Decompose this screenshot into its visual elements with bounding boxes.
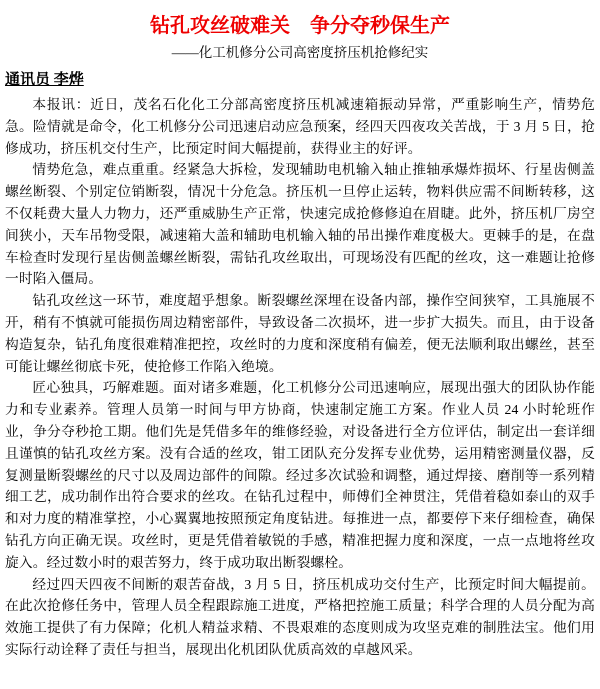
article-byline: 通讯员 李烨 <box>5 72 84 88</box>
article-title: 钻孔攻丝破难关 争分夺秒保生产 <box>150 15 450 37</box>
article-subtitle: ——化工机修分公司高密度挤压机抢修纪实 <box>171 45 429 60</box>
article-body <box>5 94 595 661</box>
paragraph-conclusion: 经过四天四夜不间断的艰苦奋战，3 月 5 日，挤压机成功交付生产，比预定时间大幅提前。在此次抢修任务中，管理人员全程跟踪施工进度，严格把控施工质量；科学合理的人员分配为高效施工提供了有力保障；化机人精益求精、不畏艰难的态度则成为攻坚克难的制胜法宝。他们用实际行动诠释了责任与担当，展现出化机团队优质高效的卓越风采。 <box>5 576 595 657</box>
paragraph-drilling-challenge: 钻孔攻丝这一环节，难度超乎想象。断裂螺丝深埋在设备内部，操作空间狭窄，工具施展不开，稍有不慎就可能损伤周边精密部件，导致设备二次损坏，进一步扩大损失。而且，由于设备构造复杂，钻孔角度很难精准把控，攻丝时的力度和深度稍有偏差，便无法顺利取出螺丝，甚至可能让螺丝彻底卡死，使抢修工作陷入绝境。 <box>5 293 595 374</box>
paragraph-solution: 匠心独具，巧解难题。面对诸多难题，化工机修分公司迅速响应，展现出强大的团队协作能力和专业素养。管理人员第一时间与甲方协商，快速制定施工方案。作业人员 24 小时轮班作业，争分夺秒抢工期。他们先是凭借多年的维修经验，对设备进行全方位评估，制定出一套详细且谨慎的钻孔攻丝方案。没有合适的丝攻，钳工团队充分发挥专业优势，运用精密测量仪器，反复测量断裂螺丝的尺寸以及周边部件的间隙。经过多次试验和调整，通过焊接、磨削等一系列精细工艺，成功制作出符合要求的丝攻。在钻孔过程中，师傅们全神贯注，凭借着稳如泰山的双手和对力度的精准掌控，小心翼翼地按照预定角度钻进。每推进一点，都要停下来仔细检查，确保钻孔方向正确无误。攻丝时，更是凭借着敏锐的手感，精准把握力度和深度，一点一点地将丝攻旋入。经过数小时的艰苦努力，终于成功取出断裂螺栓。 <box>5 380 595 570</box>
paragraph-lead: 本报讯：近日，茂名石化化工分部高密度挤压机减速箱振动异常，严重影响生产，情势危急。险情就是命令，化工机修分公司迅速启动应急预案，经四天四夜攻关苦战，于 3 月 5 日，抢修成功，挤压机交付生产，比预定时间大幅提前，获得业主的好评。 <box>5 97 595 156</box>
paragraph-difficulties: 情势危急，难点重重。经紧急大拆检，发现辅助电机输入轴止推轴承爆炸损坏、行星齿侧盖螺丝断裂、个别定位销断裂，情况十分危急。挤压机一旦停止运转，物料供应需不间断转移，这不仅耗费大量人力物力，还严重威胁生产正常，快速完成抢修修迫在眉睫。此外，挤压机厂房空间狭小，天车吊物受限，减速箱大盖和辅助电机输入轴的吊出操作难度极大。更棘手的是，在盘车检查时发现行星齿侧盖螺丝断裂，需钻孔攻丝取出，可现场没有匹配的丝攻，这一难题让抢修一时陷入僵局。 <box>5 162 595 287</box>
